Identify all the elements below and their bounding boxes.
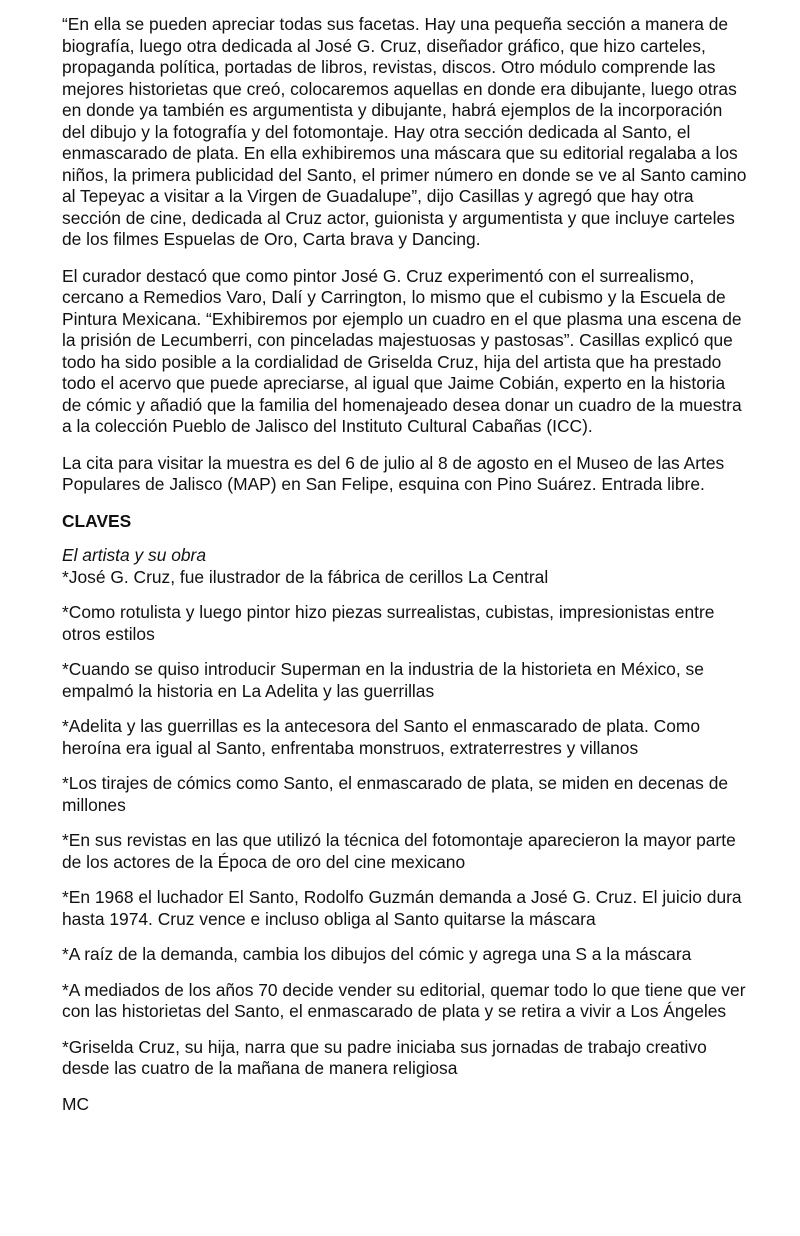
claves-item: *Adelita y las guerrillas es la antecesora del Santo el enmascarado de plata. Como heroína era igual al Santo, enfrentaba monstruos, extraterrestres y villanos [62, 716, 701, 758]
article-paragraph-curator: El curador destacó que como pintor José G. Cruz experimentó con el surrealismo, cercano a Remedios Varo, Dalí y Carrington, lo mismo que el cubismo y la Escuela de Pintura Mexicana. “Exhibiremos por ejemplo un cuadro en el que plasma una escena de la prisión de Lecumberri, con pinceladas majestuosas y pastosas”. Casillas explicó que todo ha sido posible a la cordialidad de Griselda Cruz, hija del artista que ha prestado todo el acervo que puede apreciarse, al igual que Jaime Cobián, experto en la historia de cómic y añadió que la familia del homenajeado desea donar un cuadro de la muestra a la colección Pueblo de Jalisco del Instituto Cultural Cabañas (ICC). [62, 265, 742, 436]
claves-item: *A raíz de la demanda, cambia los dibujos del cómic y agrega una S a la máscara [62, 944, 692, 964]
claves-subheading: El artista y su obra [62, 545, 207, 565]
article-paragraph-visit-info: La cita para visitar la muestra es del 6 de julio al 8 de agosto en el Museo de las Artes Populares de Jalisco (MAP) en San Felipe, esquina con Pino Suárez. Entrada libre. [62, 452, 725, 494]
claves-item: *A mediados de los años 70 decide vender su editorial, quemar todo lo que tiene que ver con las historietas del Santo, el enmascarado de plata y se retira a vivir a Los Ángeles [62, 979, 746, 1021]
claves-item: *José G. Cruz, fue ilustrador de la fábrica de cerillos La Central [62, 566, 549, 587]
claves-item: *Cuando se quiso introducir Superman en la industria de la historieta en México, se empalmó la historia en La Adelita y las guerrillas [62, 659, 704, 701]
article-body [62, 14, 748, 1115]
claves-heading: CLAVES [62, 510, 132, 531]
article-paragraph-exhibition-sections: “En ella se pueden apreciar todas sus facetas. Hay una pequeña sección a manera de biografía, luego otra dedicada al José G. Cruz, diseñador gráfico, que hizo carteles, propaganda política, portadas de libros, revistas, discos. Otro módulo comprende las mejores historietas que creó, colocaremos aquellas en donde era dibujante, luego otras en donde ya también es argumentista y dibujante, habrá ejemplos de la incorporación del dibujo y la fotografía y del fotomontaje. Hay otra sección dedicada al Santo, el enmascarado de plata. En ella exhibiremos una máscara que su editorial regalaba a los niños, la primera publicidad del Santo, el primer número en donde se ve al Santo camino al Tepeyac a visitar a la Virgen de Guadalupe”, dijo Casillas y agregó que hay otra sección de cine, dedicada al Cruz actor, guionista y argumentista y que incluye carteles de los filmes Espuelas de Oro, Carta brava y Dancing. [62, 14, 747, 249]
claves-item: *En 1968 el luchador El Santo, Rodolfo Guzmán demanda a José G. Cruz. El juicio dura hasta 1974. Cruz vence e incluso obliga al Santo quitarse la máscara [62, 887, 742, 929]
claves-list [62, 567, 748, 1080]
author-signature: MC [62, 1093, 90, 1114]
claves-item: *En sus revistas en las que utilizó la técnica del fotomontaje aparecieron la mayor parte de los actores de la Época de oro del cine mexicano [62, 830, 736, 872]
claves-item: *Como rotulista y luego pintor hizo piezas surrealistas, cubistas, impresionistas entre otros estilos [62, 602, 715, 644]
claves-item: *Griselda Cruz, su hija, narra que su padre iniciaba sus jornadas de trabajo creativo desde las cuatro de la mañana de manera religiosa [62, 1036, 707, 1078]
claves-item: *Los tirajes de cómics como Santo, el enmascarado de plata, se miden en decenas de millones [62, 773, 729, 815]
